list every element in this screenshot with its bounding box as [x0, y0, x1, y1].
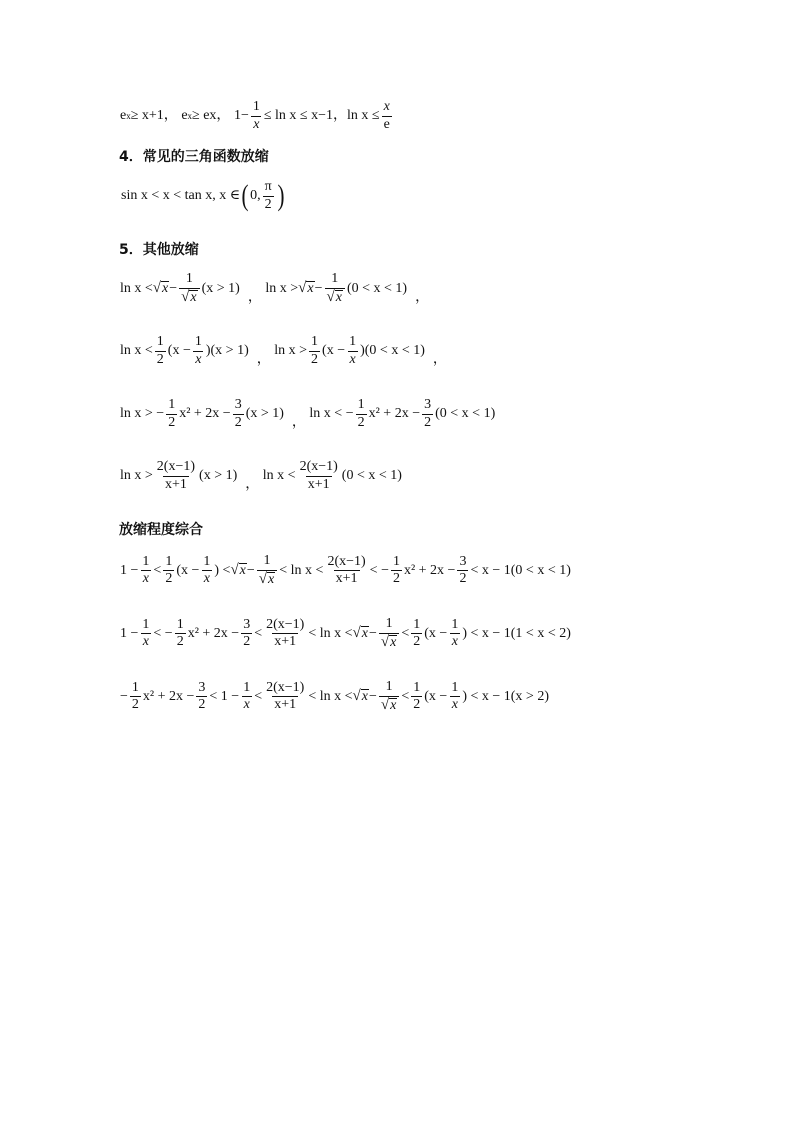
denominator	[202, 570, 212, 587]
denominator: √ x	[257, 570, 277, 588]
fraction	[422, 398, 433, 430]
numerator: 1	[451, 679, 459, 695]
numerator: 1	[176, 616, 184, 632]
var: x	[203, 571, 210, 587]
fraction	[457, 555, 468, 587]
formula-row-4	[120, 460, 402, 492]
c1-t2: <	[153, 562, 162, 578]
numerator: 2(x−1)	[266, 679, 305, 695]
c2-t9: ) < x − 1(1 < x < 2)	[462, 625, 571, 641]
denominator: 2	[424, 414, 432, 430]
exp-power: x	[126, 110, 131, 121]
c3-t6: −	[368, 688, 377, 704]
denominator: 2	[131, 697, 139, 713]
r3-b-mid: x² + 2x −	[368, 406, 421, 422]
denominator	[251, 116, 261, 133]
trig-pre: sin x < x < tan x, x ∈	[121, 188, 241, 204]
fraction	[233, 398, 244, 430]
var: x	[307, 280, 314, 296]
numerator: 1	[413, 679, 421, 695]
denominator: 2	[264, 196, 272, 212]
denominator	[348, 351, 358, 368]
fraction	[175, 618, 186, 650]
denominator: x+1	[274, 634, 297, 650]
separator: ，	[291, 415, 306, 431]
numerator: 1	[142, 616, 150, 632]
fraction	[193, 335, 204, 367]
c1-t7: < −	[369, 562, 389, 578]
denominator: √ x	[379, 696, 399, 714]
fraction	[179, 272, 199, 305]
var: x	[390, 697, 397, 713]
numerator: 1	[349, 334, 357, 349]
denominator	[141, 633, 151, 650]
formula-row-1	[120, 272, 429, 305]
c3-t4: <	[254, 688, 263, 704]
log-mid: ≤ ln x ≤ x−1，	[263, 108, 347, 124]
denominator: 2	[243, 634, 251, 650]
var: x	[243, 697, 250, 713]
numerator: 1	[451, 616, 459, 632]
numerator: 1	[392, 553, 400, 569]
numerator: 1	[311, 334, 319, 349]
sqrt: √ x	[352, 624, 368, 641]
fraction	[241, 618, 252, 650]
var: x	[253, 116, 260, 132]
fraction	[325, 555, 367, 587]
sqrt: √ x	[230, 561, 246, 578]
exp-power-2: x	[187, 110, 193, 121]
fraction	[196, 681, 207, 713]
c2-t5: < ln x <	[308, 625, 353, 641]
numerator: 1	[357, 397, 365, 412]
fraction	[309, 335, 320, 367]
fraction	[257, 554, 277, 587]
fraction	[325, 272, 345, 305]
numerator: 3	[459, 553, 467, 569]
fraction	[379, 617, 399, 650]
r1-a-cond: (x > 1)	[201, 280, 240, 296]
fraction	[201, 555, 212, 587]
sqrt: √ x	[152, 279, 169, 296]
var: x	[239, 562, 246, 578]
c1-t8: x² + 2x −	[403, 562, 456, 578]
separator: ，	[432, 352, 447, 368]
fraction	[264, 681, 306, 713]
fraction	[251, 100, 262, 132]
minus: −	[314, 280, 323, 296]
numerator: π	[264, 179, 272, 194]
numerator: 1	[385, 679, 393, 694]
denominator: x+1	[307, 476, 330, 492]
numerator: 3	[234, 397, 242, 412]
c2-t6: −	[368, 625, 377, 641]
denominator: e	[383, 116, 390, 132]
formula-exp-log	[120, 100, 394, 132]
var: x	[361, 625, 368, 641]
var: x	[190, 289, 197, 305]
fraction	[411, 681, 422, 713]
r1-a-pre: ln x <	[120, 280, 153, 296]
numerator: 2(x−1)	[299, 459, 338, 474]
denominator: √ x	[179, 288, 199, 306]
heading-other: 5．其他放缩	[119, 242, 199, 258]
left-paren: (	[241, 179, 249, 213]
fraction	[155, 460, 197, 492]
numerator: 1	[331, 271, 339, 286]
c1-t6: < ln x <	[279, 562, 324, 578]
c1-t3: (x −	[176, 562, 200, 578]
denominator	[450, 633, 460, 650]
var: x	[335, 289, 342, 305]
c3-t9: ) < x − 1(x > 2)	[462, 688, 549, 704]
sqrt: √ x	[352, 687, 368, 704]
var: x	[361, 688, 368, 704]
denominator: 2	[413, 634, 421, 650]
numerator: 2(x−1)	[327, 553, 366, 569]
r2-b-mid: (x −	[322, 343, 346, 359]
fraction	[264, 618, 306, 650]
numerator: 1	[243, 679, 251, 695]
denominator: 2	[168, 414, 176, 430]
denominator: √ x	[379, 633, 399, 651]
numerator: 1	[385, 616, 393, 631]
c2-t1: 1 −	[120, 625, 139, 641]
fraction	[347, 335, 358, 367]
var: x	[268, 571, 275, 587]
denominator: 2	[413, 697, 421, 713]
r1-b-cond: (0 < x < 1)	[346, 280, 408, 296]
r4-a-pre: ln x >	[120, 468, 153, 484]
separator: ，	[256, 352, 271, 368]
r3-a-cond: (x > 1)	[245, 406, 284, 422]
c3-t7: <	[401, 688, 410, 704]
sqrt: √ x	[298, 279, 314, 296]
var: x	[451, 634, 458, 650]
c2-t3: x² + 2x −	[187, 625, 240, 641]
fraction	[449, 618, 460, 650]
var: x	[451, 697, 458, 713]
c2-t2: < −	[153, 625, 173, 641]
numerator: 1	[185, 271, 193, 286]
fraction	[298, 460, 340, 492]
var: x	[142, 634, 150, 650]
log-lower-pre: 1−	[233, 108, 249, 124]
numerator: 1	[165, 553, 173, 569]
formula-row-2	[120, 335, 447, 367]
numerator: 1	[263, 553, 271, 568]
fraction	[411, 618, 422, 650]
formula-chain-2	[120, 617, 571, 650]
heading-compare: 放缩程度综合	[119, 522, 203, 538]
formula-chain-3	[120, 680, 549, 713]
fraction	[449, 681, 460, 713]
numerator: 1	[168, 397, 176, 412]
fraction	[166, 398, 177, 430]
r4-a-cond: (x > 1)	[199, 468, 238, 484]
denominator: √ x	[325, 288, 345, 306]
denominator	[242, 696, 252, 713]
r3-a-mid: x² + 2x −	[179, 406, 231, 422]
formula-row-3	[120, 398, 495, 430]
denominator	[193, 351, 203, 368]
denominator: 2	[459, 571, 467, 587]
fraction	[241, 681, 252, 713]
denominator: 2	[198, 697, 206, 713]
r2-b-pre: ln x >	[274, 343, 308, 359]
var: x	[195, 351, 202, 367]
fraction	[140, 618, 151, 650]
denominator: x+1	[164, 476, 187, 492]
fraction	[263, 180, 274, 212]
numerator: 3	[243, 616, 251, 632]
exp-rest: ≥ x+1，	[130, 108, 178, 124]
r2-b-cond: )(0 < x < 1)	[360, 343, 425, 359]
r3-a-pre: ln x > −	[120, 406, 165, 422]
right-paren: )	[277, 179, 285, 213]
fraction	[391, 555, 402, 587]
denominator: 2	[311, 351, 319, 367]
denominator: x+1	[335, 571, 358, 587]
denominator: 2	[165, 571, 173, 587]
denominator: 2	[156, 351, 164, 367]
denominator	[141, 570, 151, 587]
numerator: 2(x−1)	[156, 459, 196, 474]
separator: ，	[415, 289, 430, 305]
denominator: 2	[357, 414, 365, 430]
fraction	[130, 681, 141, 713]
numerator: 1	[131, 679, 139, 695]
denominator: x+1	[274, 697, 297, 713]
numerator: 3	[424, 397, 432, 412]
var: x	[162, 280, 169, 296]
r2-a-mid: (x −	[167, 343, 191, 359]
c1-t9: < x − 1(0 < x < 1)	[470, 562, 571, 578]
var: x	[383, 99, 390, 114]
numerator: 2(x−1)	[266, 616, 305, 632]
numerator: 1	[413, 616, 421, 632]
c3-t2: x² + 2x −	[142, 688, 195, 704]
r4-b-cond: (0 < x < 1)	[341, 468, 402, 484]
separator: ，	[245, 477, 260, 493]
numerator: 3	[198, 679, 206, 695]
c2-t4: <	[254, 625, 263, 641]
c2-t7: <	[401, 625, 410, 641]
interval-start: 0,	[250, 188, 261, 204]
r2-a-pre: ln x <	[120, 343, 153, 359]
fraction	[356, 398, 367, 430]
denominator	[450, 696, 460, 713]
exp-base: e	[120, 108, 127, 124]
exp-base-2: e	[181, 108, 188, 124]
numerator	[382, 100, 392, 116]
var: x	[390, 634, 397, 650]
numerator: 1	[142, 553, 150, 569]
r3-b-cond: (0 < x < 1)	[435, 406, 496, 422]
log-e-pre: ln x ≤	[347, 108, 380, 124]
exp-rest-2: ≥ ex，	[192, 108, 231, 124]
fraction	[140, 555, 151, 587]
minus: −	[169, 280, 178, 296]
c1-t1: 1 −	[120, 562, 139, 578]
c3-t8: (x −	[424, 688, 448, 704]
c3-t5: < ln x <	[308, 688, 353, 704]
var: x	[349, 351, 356, 367]
denominator: 2	[176, 634, 184, 650]
numerator: 1	[203, 553, 211, 569]
fraction	[155, 335, 166, 367]
formula-trig	[121, 180, 286, 212]
c3-t3: < 1 −	[209, 688, 240, 704]
c3-t1: −	[120, 688, 128, 704]
formula-chain-1	[120, 554, 571, 587]
denominator: 2	[234, 414, 242, 430]
r3-b-pre: ln x < −	[309, 406, 354, 422]
c1-t5: −	[246, 562, 255, 578]
separator: ，	[247, 289, 262, 305]
fraction	[382, 100, 392, 132]
numerator: 1	[194, 334, 202, 349]
fraction	[163, 555, 174, 587]
numerator: 1	[252, 99, 260, 114]
c2-t8: (x −	[424, 625, 448, 641]
fraction	[379, 680, 399, 713]
r1-b-pre: ln x >	[265, 280, 299, 296]
r2-a-cond: )(x > 1)	[205, 343, 249, 359]
numerator: 1	[156, 334, 164, 349]
r4-b-pre: ln x <	[262, 468, 296, 484]
c1-t4: ) <	[214, 562, 231, 578]
var: x	[142, 571, 150, 587]
denominator: 2	[392, 571, 400, 587]
heading-trig: 4．常见的三角函数放缩	[119, 149, 269, 165]
